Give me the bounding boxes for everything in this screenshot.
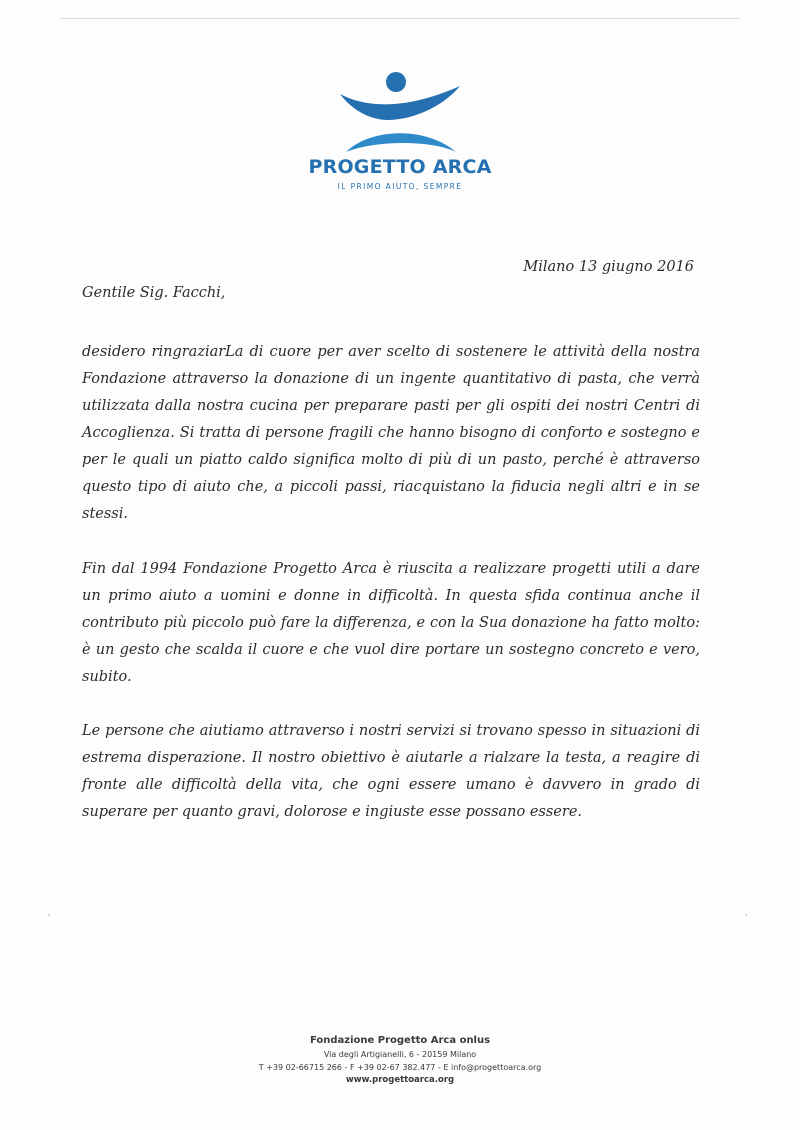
letter-paragraph: Le persone che aiutiamo attraverso i nostri servizi si trovano spesso in situazioni di estrema disperazione. Il nostro obiettivo è aiutarle a rialzare la testa, a reagire di fronte alle difficoltà della vita, che ogni essere umano è davvero in grado di superare per quanto gravi, dolorose e ingiuste esse possano essere. [82,723,700,820]
footer-address: Via degli Artigianelli, 6 - 20159 Milano [323,1050,477,1059]
logo-wordmark: PROGETTO ARCA [308,156,492,178]
logo-figure-icon [336,70,464,156]
letter-salutation: Gentile Sig. Facchi, [82,285,226,301]
footer-website: www.progettoarca.org [345,1075,455,1085]
scan-artifact-line [60,18,740,19]
scan-speck [48,914,50,916]
footer-contacts: T +39 02-66715 266 - F +39 02-67 382.477 - E info@progettoarca.org [258,1063,542,1072]
letter-footer [200,1033,600,1087]
letter-date: Milano 13 giugno 2016 [523,259,694,275]
letter-paragraph: desidero ringraziarLa di cuore per aver scelto di sostenere le attività della nostra Fondazione attraverso la donazione di un ingente quantitativo di pasta, che verrà utilizzata dalla nostra cucina per preparare pasti per gli ospiti dei nostri Centri di Accoglienza. Si tratta di persone fragili che hanno bisogno di conforto e sostegno e per le quali un piatto caldo significa molto di più di un pasto, perché è attraverso questo tipo di aiuto che, a piccoli passi, riacquistano la fiducia negli altri e in se stessi. [82,344,700,522]
footer-organization: Fondazione Progetto Arca onlus [309,1035,491,1046]
progetto-arca-logo [300,70,500,200]
scan-speck [745,914,747,916]
letter-paragraph: Fin dal 1994 Fondazione Progetto Arca è riuscita a realizzare progetti utili a dare un primo aiuto a uomini e donne in difficoltà. In questa sfida continua anche il contributo più piccolo può fare la differenza, e con la Sua donazione ha fatto molto: è un gesto che scalda il cuore e che vuol dire portare un sostegno concreto e vero, subito. [82,561,700,685]
logo-tagline: IL PRIMO AIUTO, SEMPRE [337,182,463,191]
